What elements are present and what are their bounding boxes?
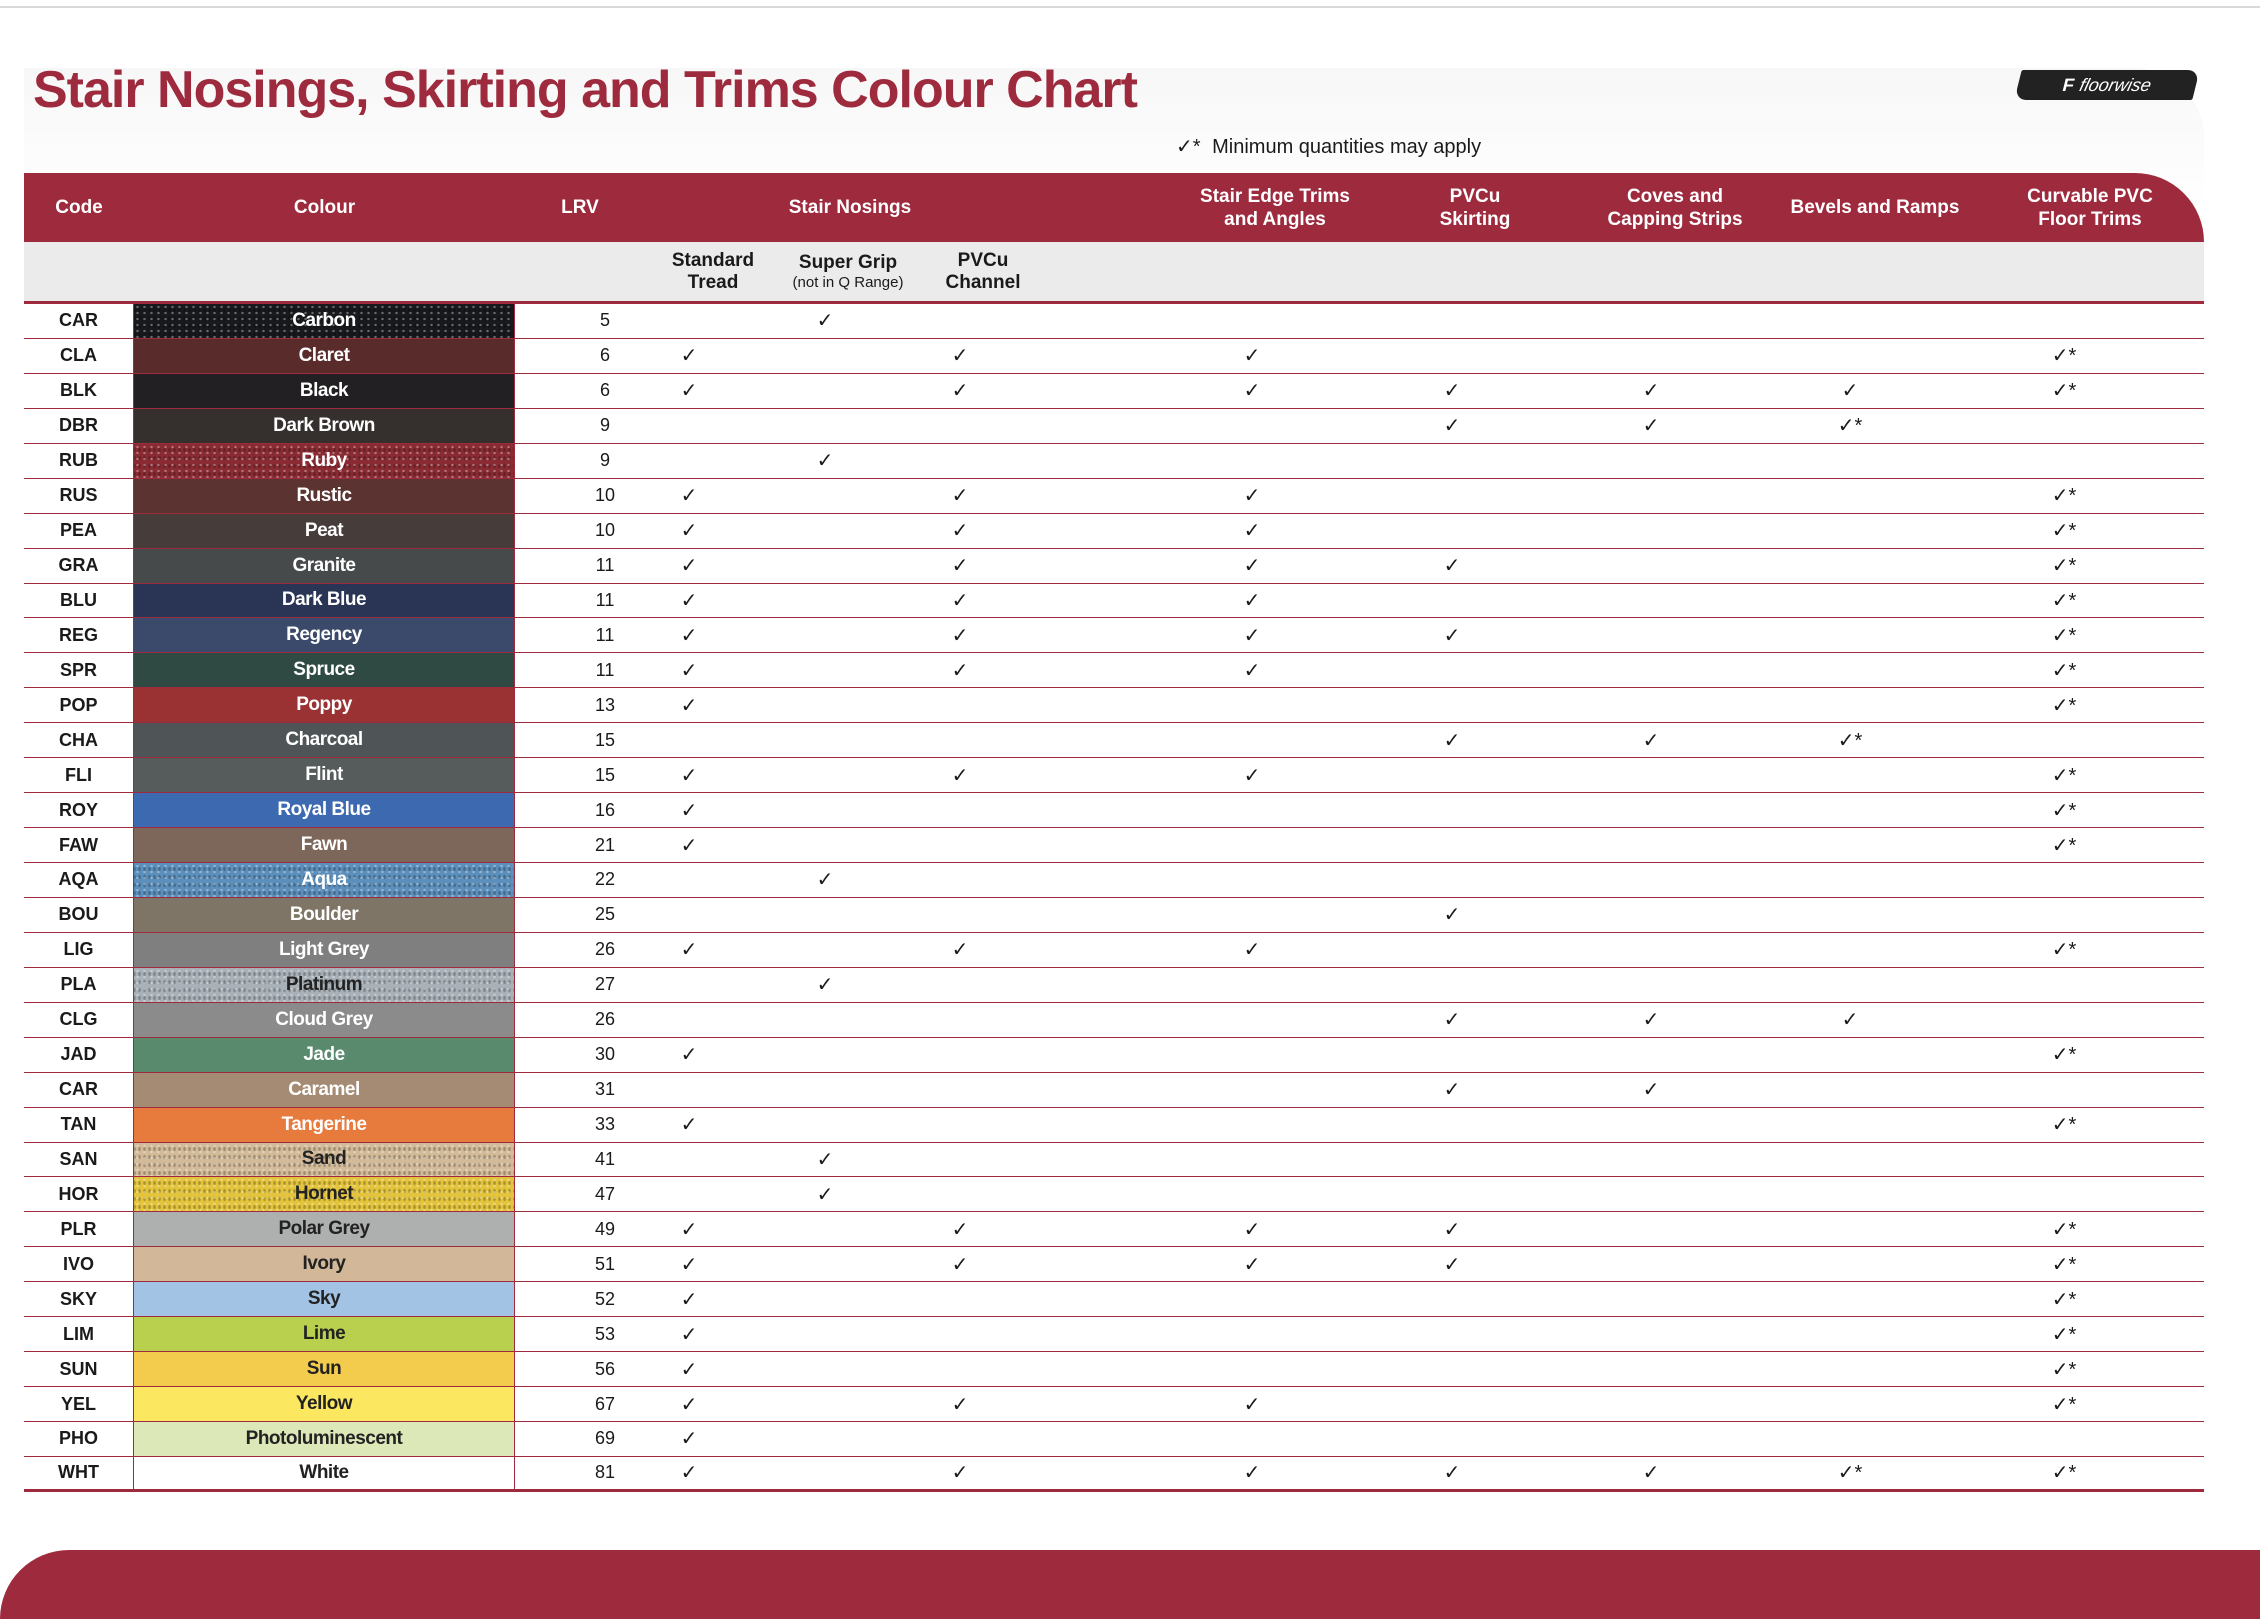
row-code: SPR xyxy=(24,653,134,687)
row-code: REG xyxy=(24,618,134,652)
colour-swatch: Claret xyxy=(134,339,515,373)
note-mark: ✓* xyxy=(1176,136,1201,158)
check-mark: ✓ xyxy=(680,1462,698,1485)
table-row xyxy=(24,479,2204,514)
header-code: Code xyxy=(55,197,103,218)
colour-swatch: Sky xyxy=(134,1282,515,1316)
check-mark: ✓ xyxy=(1243,345,1261,368)
colour-swatch: Polar Grey xyxy=(134,1212,515,1246)
check-mark: ✓ xyxy=(680,1253,698,1276)
colour-swatch: Boulder xyxy=(134,898,515,932)
check-mark: ✓ xyxy=(1443,1009,1461,1032)
row-lrv: 11 xyxy=(595,555,615,576)
check-star-mark: ✓* xyxy=(2051,799,2077,822)
check-star-mark: ✓* xyxy=(2051,939,2077,962)
row-code: WHT xyxy=(24,1457,134,1489)
row-code: SAN xyxy=(24,1143,134,1177)
row-code: CHA xyxy=(24,723,134,757)
colour-swatch: Regency xyxy=(134,618,515,652)
row-code: CAR xyxy=(24,304,134,338)
check-mark: ✓ xyxy=(1443,904,1461,927)
check-mark: ✓ xyxy=(1243,1393,1261,1416)
check-mark: ✓ xyxy=(680,1323,698,1346)
row-code: BOU xyxy=(24,898,134,932)
row-lrv: 9 xyxy=(599,450,610,471)
check-mark: ✓ xyxy=(680,555,698,578)
check-mark: ✓ xyxy=(680,485,698,508)
row-lrv: 13 xyxy=(594,694,616,715)
check-star-mark: ✓* xyxy=(2051,1253,2077,1276)
check-star-mark: ✓* xyxy=(1837,1462,1863,1485)
row-lrv: 16 xyxy=(594,799,616,820)
check-mark: ✓ xyxy=(1243,555,1261,578)
check-mark: ✓ xyxy=(1243,589,1261,612)
table-row xyxy=(24,514,2204,549)
check-mark: ✓ xyxy=(680,694,698,717)
row-code: IVO xyxy=(24,1247,134,1281)
check-mark: ✓ xyxy=(680,799,698,822)
check-mark: ✓ xyxy=(1841,380,1859,403)
check-mark: ✓ xyxy=(1243,520,1261,543)
check-mark: ✓ xyxy=(816,869,834,892)
colour-swatch: Royal Blue xyxy=(134,793,515,827)
check-mark: ✓ xyxy=(1243,764,1261,787)
check-mark: ✓ xyxy=(951,485,969,508)
table-row xyxy=(24,549,2204,584)
row-lrv: 21 xyxy=(594,834,616,855)
check-star-mark: ✓* xyxy=(2051,659,2077,682)
colour-swatch: Jade xyxy=(134,1038,515,1072)
subheader-pvcu-channel xyxy=(923,242,1043,302)
header-coves-capping: Coves and Capping Strips xyxy=(1607,185,1743,230)
check-star-mark: ✓* xyxy=(2051,1044,2077,1067)
row-code: PLR xyxy=(24,1212,134,1246)
check-mark: ✓ xyxy=(951,520,969,543)
check-mark: ✓ xyxy=(1642,1462,1660,1485)
header-bevels-ramps: Bevels and Ramps xyxy=(1790,197,1960,218)
check-mark: ✓ xyxy=(1243,1253,1261,1276)
check-star-mark: ✓* xyxy=(2051,764,2077,787)
check-mark: ✓ xyxy=(1443,1253,1461,1276)
check-mark: ✓ xyxy=(816,450,834,473)
check-mark: ✓ xyxy=(1243,1462,1261,1485)
row-lrv: 53 xyxy=(594,1323,616,1344)
super-grip-label: Super Grip xyxy=(798,252,898,273)
row-lrv: 6 xyxy=(599,345,610,366)
row-code: BLU xyxy=(24,584,134,618)
check-mark: ✓ xyxy=(951,345,969,368)
row-lrv: 56 xyxy=(594,1358,616,1379)
check-mark: ✓ xyxy=(680,345,698,368)
check-star-mark: ✓* xyxy=(1837,729,1863,752)
table-row xyxy=(24,758,2204,793)
check-star-mark: ✓* xyxy=(2051,589,2077,612)
minimum-quantities-note xyxy=(1176,134,1481,159)
table-row xyxy=(24,688,2204,723)
colour-swatch: Carbon xyxy=(134,304,515,338)
table-row xyxy=(24,653,2204,688)
row-lrv: 15 xyxy=(594,764,616,785)
check-mark: ✓ xyxy=(951,764,969,787)
row-lrv: 6 xyxy=(599,380,610,401)
check-star-mark: ✓* xyxy=(2051,555,2077,578)
row-lrv: 11 xyxy=(595,589,615,610)
colour-swatch: Peat xyxy=(134,514,515,548)
check-mark: ✓ xyxy=(1443,1462,1461,1485)
check-mark: ✓ xyxy=(816,1183,834,1206)
table-row xyxy=(24,863,2204,898)
row-code: DBR xyxy=(24,409,134,443)
check-mark: ✓ xyxy=(951,1462,969,1485)
check-mark: ✓ xyxy=(1243,624,1261,647)
colour-swatch: Spruce xyxy=(134,653,515,687)
table-row xyxy=(24,1177,2204,1212)
table-row xyxy=(24,1457,2204,1492)
row-code: PEA xyxy=(24,514,134,548)
row-code: PLA xyxy=(24,968,134,1002)
check-mark: ✓ xyxy=(951,589,969,612)
row-lrv: 9 xyxy=(599,415,610,436)
colour-swatch: Lime xyxy=(134,1317,515,1351)
check-mark: ✓ xyxy=(1443,624,1461,647)
row-code: LIM xyxy=(24,1317,134,1351)
colour-swatch: Light Grey xyxy=(134,933,515,967)
check-star-mark: ✓* xyxy=(2051,624,2077,647)
note-text: Minimum quantities may apply xyxy=(1212,136,1482,158)
colour-swatch: Tangerine xyxy=(134,1108,515,1142)
row-lrv: 26 xyxy=(594,939,616,960)
table-row xyxy=(24,1247,2204,1282)
check-mark: ✓ xyxy=(1642,415,1660,438)
check-star-mark: ✓* xyxy=(2051,380,2077,403)
super-grip-note: (not in Q Range) xyxy=(792,274,904,291)
floorwise-logo xyxy=(2014,70,2199,100)
row-code: ROY xyxy=(24,793,134,827)
table-row xyxy=(24,1387,2204,1422)
colour-swatch: Sand xyxy=(134,1143,515,1177)
table-row xyxy=(24,723,2204,758)
table-row xyxy=(24,1352,2204,1387)
row-lrv: 33 xyxy=(594,1114,616,1135)
row-code: AQA xyxy=(24,863,134,897)
check-star-mark: ✓* xyxy=(2051,694,2077,717)
row-code: LIG xyxy=(24,933,134,967)
check-mark: ✓ xyxy=(816,310,834,333)
colour-swatch: Granite xyxy=(134,549,515,583)
header-curvable-trims: Curvable PVC Floor Trims xyxy=(2027,185,2153,230)
check-mark: ✓ xyxy=(1443,1218,1461,1241)
check-mark: ✓ xyxy=(680,659,698,682)
table-row xyxy=(24,968,2204,1003)
check-mark: ✓ xyxy=(816,1148,834,1171)
table-subheader-bar xyxy=(24,242,2204,302)
table-row xyxy=(24,828,2204,863)
logo-text: floorwise xyxy=(2077,74,2154,95)
colour-swatch: Flint xyxy=(134,758,515,792)
check-mark: ✓ xyxy=(680,1288,698,1311)
row-lrv: 27 xyxy=(594,974,616,995)
check-mark: ✓ xyxy=(680,939,698,962)
check-mark: ✓ xyxy=(680,1044,698,1067)
row-lrv: 41 xyxy=(594,1148,616,1169)
header-lrv: LRV xyxy=(561,197,599,218)
check-mark: ✓ xyxy=(951,1393,969,1416)
standard-tread-label: Standard Tread xyxy=(671,250,755,293)
table-row xyxy=(24,409,2204,444)
check-mark: ✓ xyxy=(951,659,969,682)
table-row xyxy=(24,933,2204,968)
check-star-mark: ✓* xyxy=(2051,1358,2077,1381)
pvcu-channel-label: PVCu Channel xyxy=(945,250,1021,293)
row-code: TAN xyxy=(24,1108,134,1142)
table-row xyxy=(24,1038,2204,1073)
row-lrv: 52 xyxy=(594,1288,616,1309)
colour-swatch: Fawn xyxy=(134,828,515,862)
row-code: YEL xyxy=(24,1387,134,1421)
check-star-mark: ✓* xyxy=(2051,520,2077,543)
row-lrv: 47 xyxy=(594,1183,616,1204)
row-code: JAD xyxy=(24,1038,134,1072)
footer-band xyxy=(0,1550,2260,1619)
row-lrv: 30 xyxy=(594,1044,616,1065)
header-stair-nosings: Stair Nosings xyxy=(788,197,912,218)
check-mark: ✓ xyxy=(680,1114,698,1137)
row-code: HOR xyxy=(24,1177,134,1211)
row-code: PHO xyxy=(24,1422,134,1456)
row-code: GRA xyxy=(24,549,134,583)
subheader-standard-tread xyxy=(653,242,773,302)
row-lrv: 10 xyxy=(594,520,616,541)
check-mark: ✓ xyxy=(680,1218,698,1241)
check-mark: ✓ xyxy=(951,1253,969,1276)
check-mark: ✓ xyxy=(680,380,698,403)
row-lrv: 49 xyxy=(594,1218,616,1239)
subheader-super-grip xyxy=(773,242,923,302)
row-lrv: 25 xyxy=(594,904,616,925)
row-code: SKY xyxy=(24,1282,134,1316)
header-pvcu-skirting: PVCu Skirting xyxy=(1439,185,1511,230)
check-star-mark: ✓* xyxy=(2051,1288,2077,1311)
colour-swatch: Photoluminescent xyxy=(134,1422,515,1456)
table-row xyxy=(24,618,2204,653)
check-mark: ✓ xyxy=(1243,380,1261,403)
check-star-mark: ✓* xyxy=(1837,415,1863,438)
table-row xyxy=(24,1073,2204,1108)
table-row xyxy=(24,793,2204,828)
colour-table-body xyxy=(24,304,2204,1492)
check-mark: ✓ xyxy=(680,624,698,647)
colour-swatch: Ivory xyxy=(134,1247,515,1281)
check-star-mark: ✓* xyxy=(2051,1218,2077,1241)
colour-swatch: Ruby xyxy=(134,444,515,478)
row-code: CAR xyxy=(24,1073,134,1107)
check-mark: ✓ xyxy=(951,939,969,962)
row-code: POP xyxy=(24,688,134,722)
table-row xyxy=(24,1143,2204,1178)
check-mark: ✓ xyxy=(1443,1079,1461,1102)
colour-swatch: Hornet xyxy=(134,1177,515,1211)
colour-swatch: Sun xyxy=(134,1352,515,1386)
colour-swatch: Caramel xyxy=(134,1073,515,1107)
row-lrv: 69 xyxy=(594,1428,616,1449)
check-mark: ✓ xyxy=(1642,380,1660,403)
check-mark: ✓ xyxy=(1243,659,1261,682)
colour-swatch: Poppy xyxy=(134,688,515,722)
table-row xyxy=(24,444,2204,479)
colour-swatch: Charcoal xyxy=(134,723,515,757)
check-mark: ✓ xyxy=(951,555,969,578)
check-mark: ✓ xyxy=(1243,1218,1261,1241)
check-mark: ✓ xyxy=(1443,380,1461,403)
page-title: Stair Nosings, Skirting and Trims Colour Chart xyxy=(33,61,1137,119)
row-lrv: 5 xyxy=(599,310,610,331)
check-mark: ✓ xyxy=(680,1358,698,1381)
table-row xyxy=(24,1282,2204,1317)
table-row xyxy=(24,898,2204,933)
header-stair-edge-trims: Stair Edge Trims and Angles xyxy=(1200,185,1350,230)
table-row xyxy=(24,1108,2204,1143)
check-mark: ✓ xyxy=(680,764,698,787)
check-mark: ✓ xyxy=(680,1428,698,1451)
check-mark: ✓ xyxy=(951,380,969,403)
check-star-mark: ✓* xyxy=(2051,1393,2077,1416)
row-code: BLK xyxy=(24,374,134,408)
row-lrv: 11 xyxy=(595,624,615,645)
check-mark: ✓ xyxy=(1443,415,1461,438)
check-star-mark: ✓* xyxy=(2051,1462,2077,1485)
table-row xyxy=(24,304,2204,339)
row-lrv: 67 xyxy=(594,1393,616,1414)
colour-swatch: White xyxy=(134,1457,515,1489)
row-code: RUB xyxy=(24,444,134,478)
check-mark: ✓ xyxy=(1642,1009,1660,1032)
check-mark: ✓ xyxy=(1841,1009,1859,1032)
table-row xyxy=(24,1212,2204,1247)
colour-swatch: Black xyxy=(134,374,515,408)
row-lrv: 11 xyxy=(595,659,615,680)
check-mark: ✓ xyxy=(951,624,969,647)
logo-mark-icon: F xyxy=(2060,74,2077,95)
check-star-mark: ✓* xyxy=(2051,345,2077,368)
row-code: SUN xyxy=(24,1352,134,1386)
check-mark: ✓ xyxy=(1443,729,1461,752)
row-code: FLI xyxy=(24,758,134,792)
check-mark: ✓ xyxy=(1642,729,1660,752)
check-star-mark: ✓* xyxy=(2051,485,2077,508)
colour-swatch: Yellow xyxy=(134,1387,515,1421)
check-mark: ✓ xyxy=(680,520,698,543)
row-code: CLG xyxy=(24,1003,134,1037)
check-mark: ✓ xyxy=(1443,555,1461,578)
check-mark: ✓ xyxy=(1243,939,1261,962)
header-colour: Colour xyxy=(293,197,356,218)
check-mark: ✓ xyxy=(951,1218,969,1241)
check-mark: ✓ xyxy=(816,974,834,997)
colour-swatch: Rustic xyxy=(134,479,515,513)
row-lrv: 26 xyxy=(594,1009,616,1030)
row-lrv: 81 xyxy=(594,1462,616,1483)
colour-swatch: Aqua xyxy=(134,863,515,897)
table-row xyxy=(24,339,2204,374)
colour-swatch: Platinum xyxy=(134,968,515,1002)
check-star-mark: ✓* xyxy=(2051,1114,2077,1137)
row-lrv: 51 xyxy=(594,1253,616,1274)
row-lrv: 22 xyxy=(594,869,616,890)
row-code: FAW xyxy=(24,828,134,862)
row-code: RUS xyxy=(24,479,134,513)
check-mark: ✓ xyxy=(1243,485,1261,508)
colour-swatch: Dark Blue xyxy=(134,584,515,618)
check-mark: ✓ xyxy=(680,834,698,857)
colour-swatch: Dark Brown xyxy=(134,409,515,443)
row-lrv: 15 xyxy=(594,729,616,750)
check-star-mark: ✓* xyxy=(2051,834,2077,857)
check-star-mark: ✓* xyxy=(2051,1323,2077,1346)
table-row xyxy=(24,1003,2204,1038)
check-mark: ✓ xyxy=(680,589,698,612)
check-mark: ✓ xyxy=(1642,1079,1660,1102)
table-row xyxy=(24,1422,2204,1457)
table-row xyxy=(24,584,2204,619)
check-mark: ✓ xyxy=(680,1393,698,1416)
row-code: CLA xyxy=(24,339,134,373)
colour-swatch: Cloud Grey xyxy=(134,1003,515,1037)
row-lrv: 31 xyxy=(594,1079,616,1100)
row-lrv: 10 xyxy=(594,485,616,506)
top-rule xyxy=(0,6,2260,8)
table-row xyxy=(24,374,2204,409)
table-row xyxy=(24,1317,2204,1352)
